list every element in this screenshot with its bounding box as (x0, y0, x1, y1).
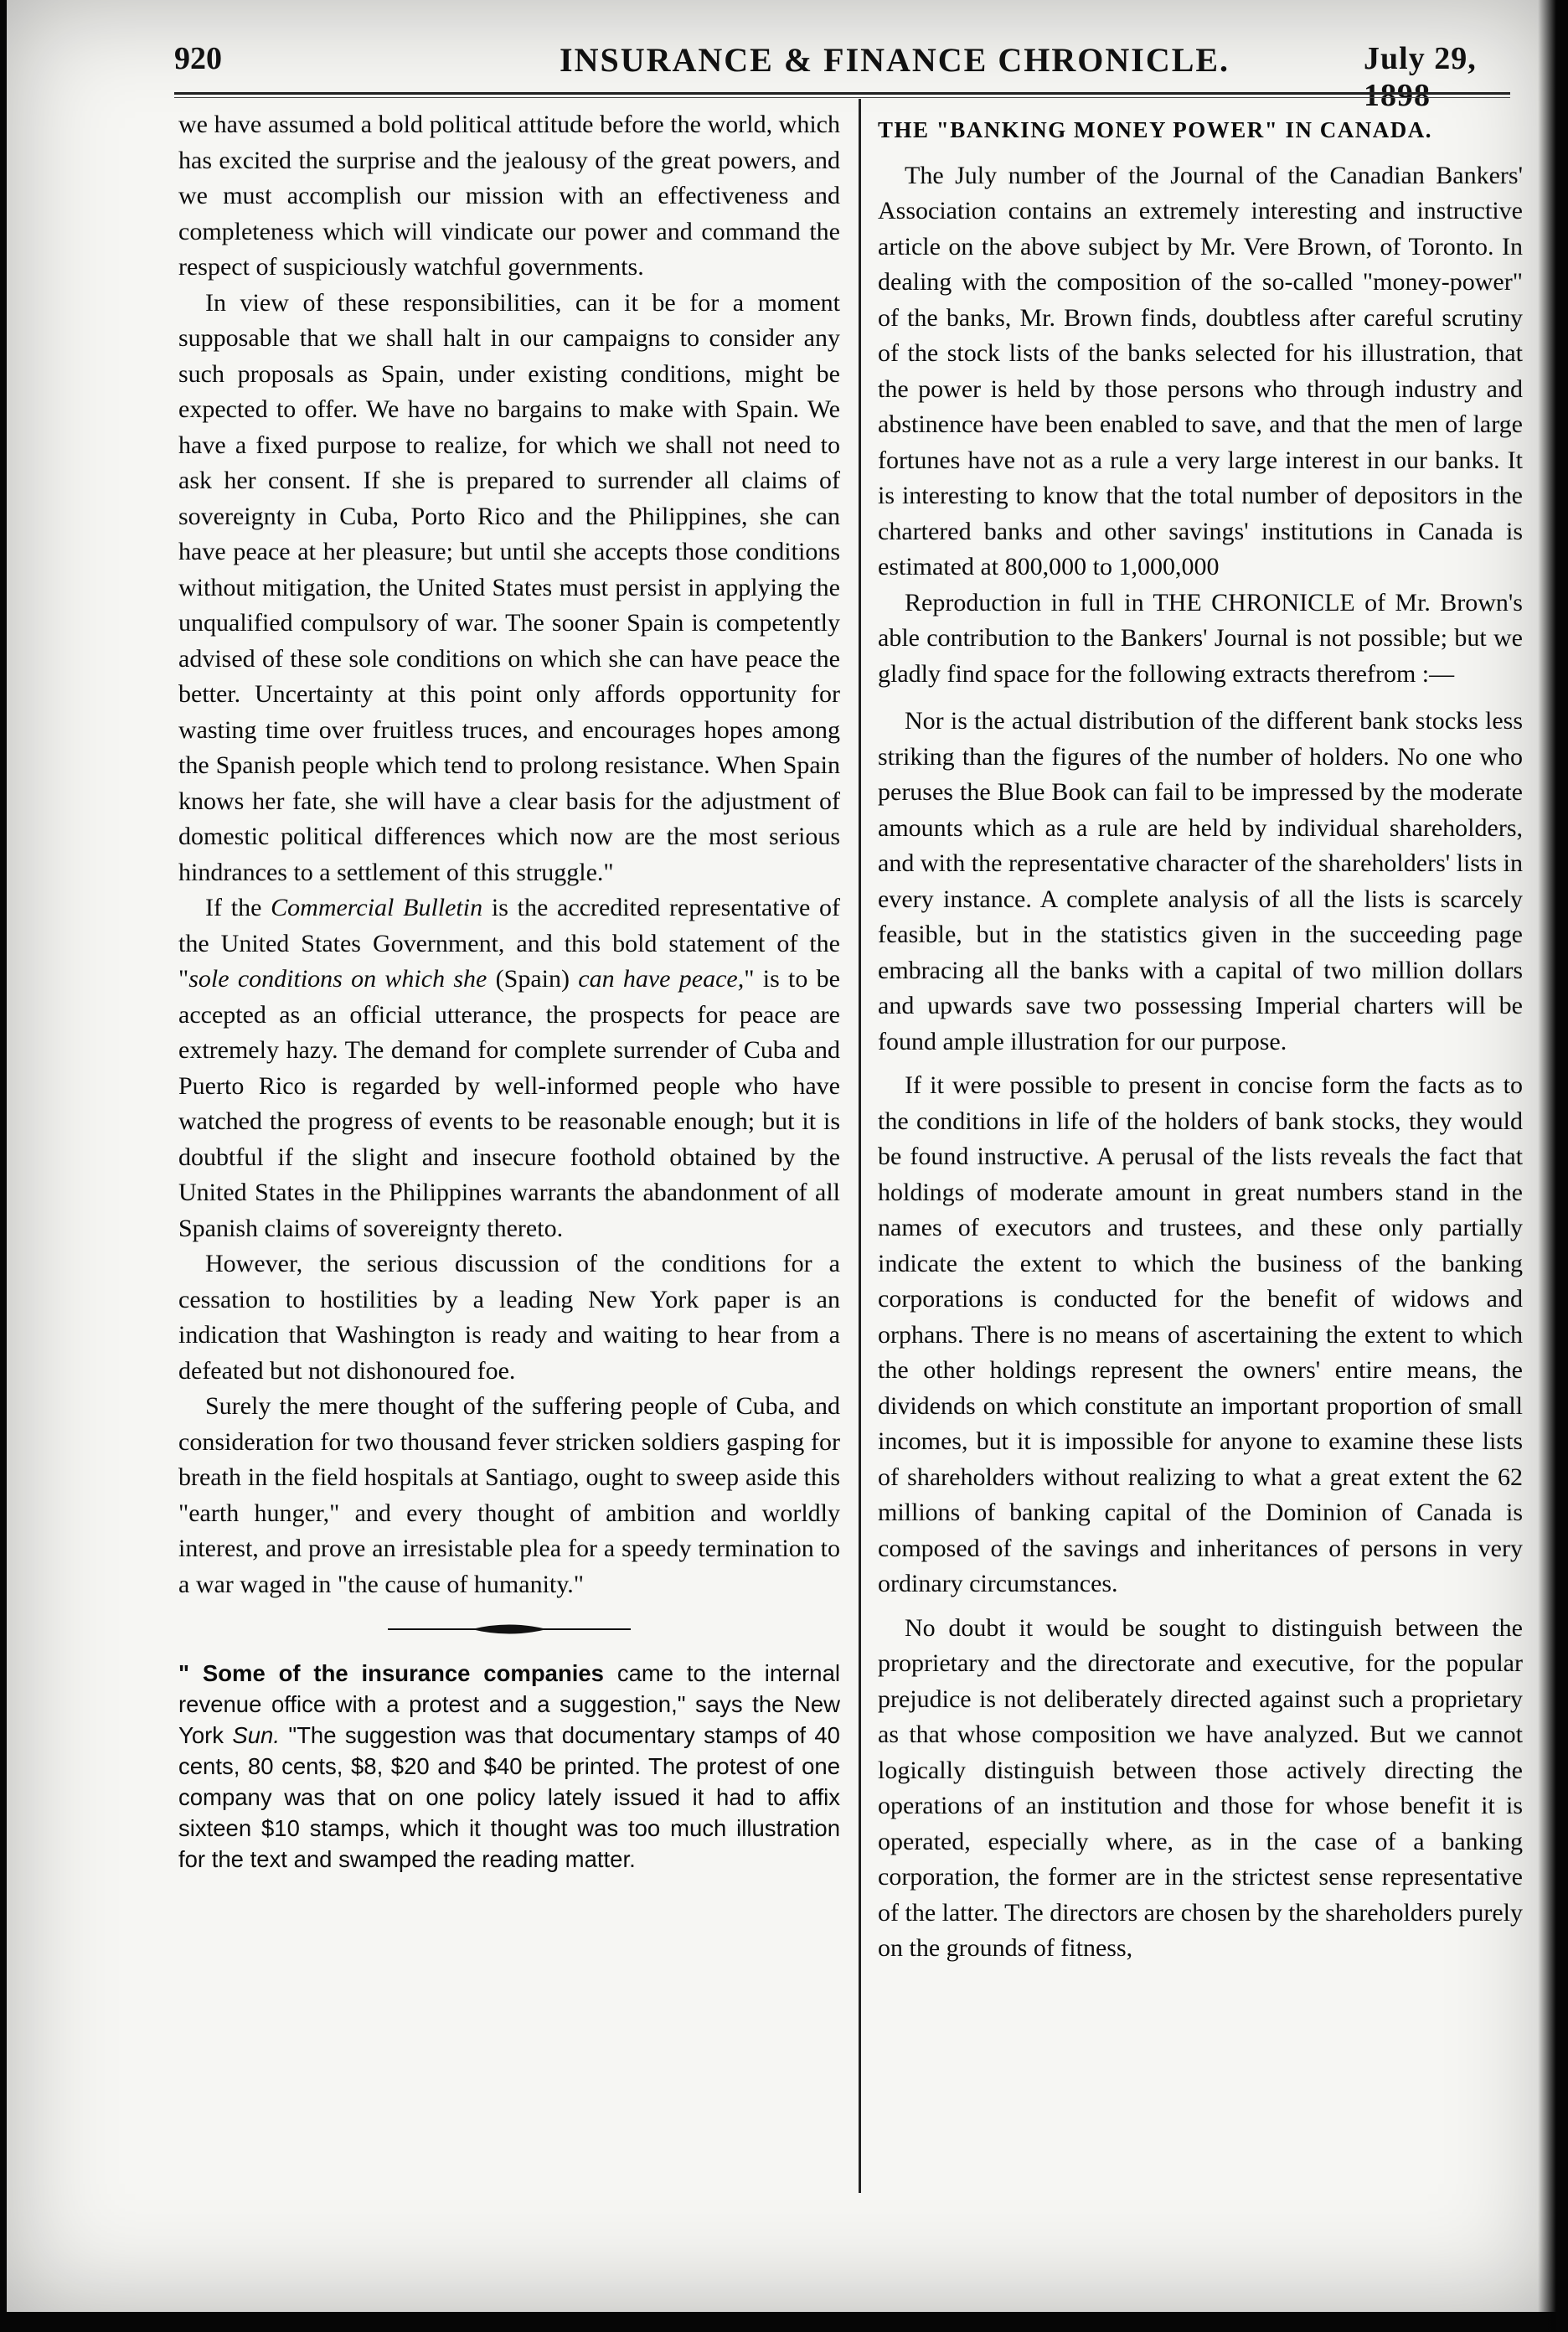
publication-title: INSURANCE & FINANCE CHRONICLE. (560, 41, 1230, 79)
left-column (178, 107, 840, 1875)
paragraph (178, 890, 840, 1246)
paragraph: The July number of the Journal of the Canadian Bankers' Association contains an extremely interesting and instructive article on the above subject by Mr. Vere Brown, of Toronto. In dealing with the composition of the so-called "money-power" of the banks, Mr. Brown finds, doubtless after careful scrutiny of the stock lists of the banks selected for his illustration, that the power is held by those persons who through industry and abstinence have been enabled to save, and that the men of large fortunes have not as a rule a very large interest in our banks. It is interesting to know that the total number of depositors in the chartered banks and other savings' institutions in Canada is estimated at 800,000 to 1,000,000 (878, 161, 1523, 580)
scan-edge-shadow (1538, 0, 1556, 2332)
column-rule (859, 99, 861, 2193)
page-number: 920 (174, 41, 222, 76)
article-title: THE "BANKING MONEY POWER" IN CANADA. (878, 117, 1433, 142)
insurance-stamps-notice (178, 1658, 840, 1875)
header-rule (174, 92, 1510, 98)
paragraph: Reproduction in full in THE CHRONICLE of Mr. Brown's able contribution to the Bankers' Journal is not possible; but we gladly find space for the following extracts therefrom :— (878, 588, 1523, 688)
italic-text: sole conditions on which she (188, 965, 487, 993)
text-run: (Spain) (487, 965, 579, 993)
ornamental-divider (388, 1621, 631, 1638)
paragraph: No doubt it would be sought to distinguish between the proprietary and the directorate and executive, for the popular prejudice is not deliberately directed against such a proprietary as that whose composition we have analyzed. But we cannot logically distinguish between those actively directing the operations of an institution and those for whose benefit it is operated, especially where, as in the case of a banking corporation, the former are in the strictest sense representative of the latter. The directors are chosen by the shareholders purely on the grounds of fitness, (878, 1613, 1523, 1962)
notice-lead: " Some of the insurance companies (178, 1660, 604, 1686)
italic-text: Sun. (232, 1722, 280, 1748)
paragraph: In view of these responsibilities, can it be for a moment supposable that we shall halt in our campaigns to consider any such proposals as Spain, under existing conditions, might be expected to offer. We have no bargains to make with Spain. We have a fixed purpose to realize, for which we shall not need to ask her consent. If she is prepared to surrender all claims of sovereignty in Cuba, Porto Rico and the Philippines, she can have peace at her pleasure; but until she accepts those conditions without mitigation, the United States must persist in applying the unqualified compulsory of war. The sooner Spain is competently advised of these sole conditions on which she can have peace the better. Uncertainty at this point only affords opportunity for wasting time over fruitless truces, and encourages hopes among the Spanish people which tend to prolong resistance. When Spain knows her fate, she will have a clear basis for the adjustment of domestic political differences which now are the most serious hindrances to a settlement of this struggle." (178, 288, 840, 886)
italic-text: Commercial Bulletin (271, 894, 483, 921)
paragraph: Surely the mere thought of the suffering people of Cuba, and consideration for two thousand fever stricken soldiers gasping for breath in the field hospitals at Santiago, ought to sweep aside this "earth hunger," and every thought of ambition and worldly interest, and prove an irresistable plea for a speedy termination to a war waged in "the cause of humanity." (178, 1392, 840, 1598)
paragraph: If it were possible to present in concise form the facts as to the conditions in life of the holders of bank stocks, they would be found instructive. A perusal of the lists reveals the fact that holdings of moderate amount in great numbers stand in the names of executors and trustees, and these only partially indicate the extent to which the business of the banking corporations is conducted for the benefit of widows and orphans. There is no means of ascertaining the extent to which the other holdings represent the owners' entire means, the dividends on which constitute an important proportion of small incomes, but it is impossible for anyone to examine these lists of shareholders without realizing to what a great extent the 62 millions of banking capital of the Dominion of Canada is composed of the savings and inheritances of persons in very ordinary circumstances. (878, 1071, 1523, 1597)
page-header (174, 40, 1514, 113)
paragraph: we have assumed a bold political attitude before the world, which has excited the surprise and the jealousy of the great powers, and we must accomplish our mission with an effectiveness and completeness which will vindicate our power and command the respect of suspiciously watchful governments. (178, 111, 840, 281)
text-run: "The suggestion was that documentary stamps of 40 cents, 80 cents, $8, $20 and $40 be printed. The protest of one company was that on one policy lately issued it had to affix sixteen $10 stamps, which it thought was too much illustration for the text and swamped the reading matter. (178, 1722, 840, 1872)
italic-text: can have peace, (578, 965, 745, 993)
right-column (878, 107, 1523, 1967)
text-run: If the (205, 894, 271, 921)
text-run: is the accredited representative of the United States Government, and this bold statement of the " (178, 894, 841, 993)
paragraph: Nor is the actual distribution of the different bank stocks less striking than the figures of the number of holders. No one who peruses the Blue Book can fail to be impressed by the moderate amounts which as a rule are held by individual shareholders, and with the representative character of the shareholders' lists in every instance. A complete analysis of all the lists is scarcely feasible, but in the statistics given in the succeeding page embracing all the banks with a capital of two million dollars and upwards save two possessing Imperial charters will be found ample illustration for our purpose. (878, 707, 1523, 1055)
paragraph: However, the serious discussion of the conditions for a cessation to hostilities by a leading New York paper is an indication that Washington is ready and waiting to hear from a defeated but not dishonoured foe. (178, 1250, 840, 1385)
text-run: came to the internal revenue office with a protest and a suggestion," says the New York (178, 1660, 840, 1748)
text-run: " is to be accepted as an official utterance, the prospects for peace are extremely hazy. The demand for complete surrender of Cuba and Puerto Rico is regarded by well-informed people who have watched the progress of events to be reasonable enough; but it is doubtful if the slight and insecure foothold obtained by the United States in the Philippines warrants the abandonment of all Spanish claims of sovereignty thereto. (178, 965, 840, 1242)
newspaper-page (7, 0, 1556, 2312)
issue-date: July 29, 1898 (1364, 41, 1477, 113)
